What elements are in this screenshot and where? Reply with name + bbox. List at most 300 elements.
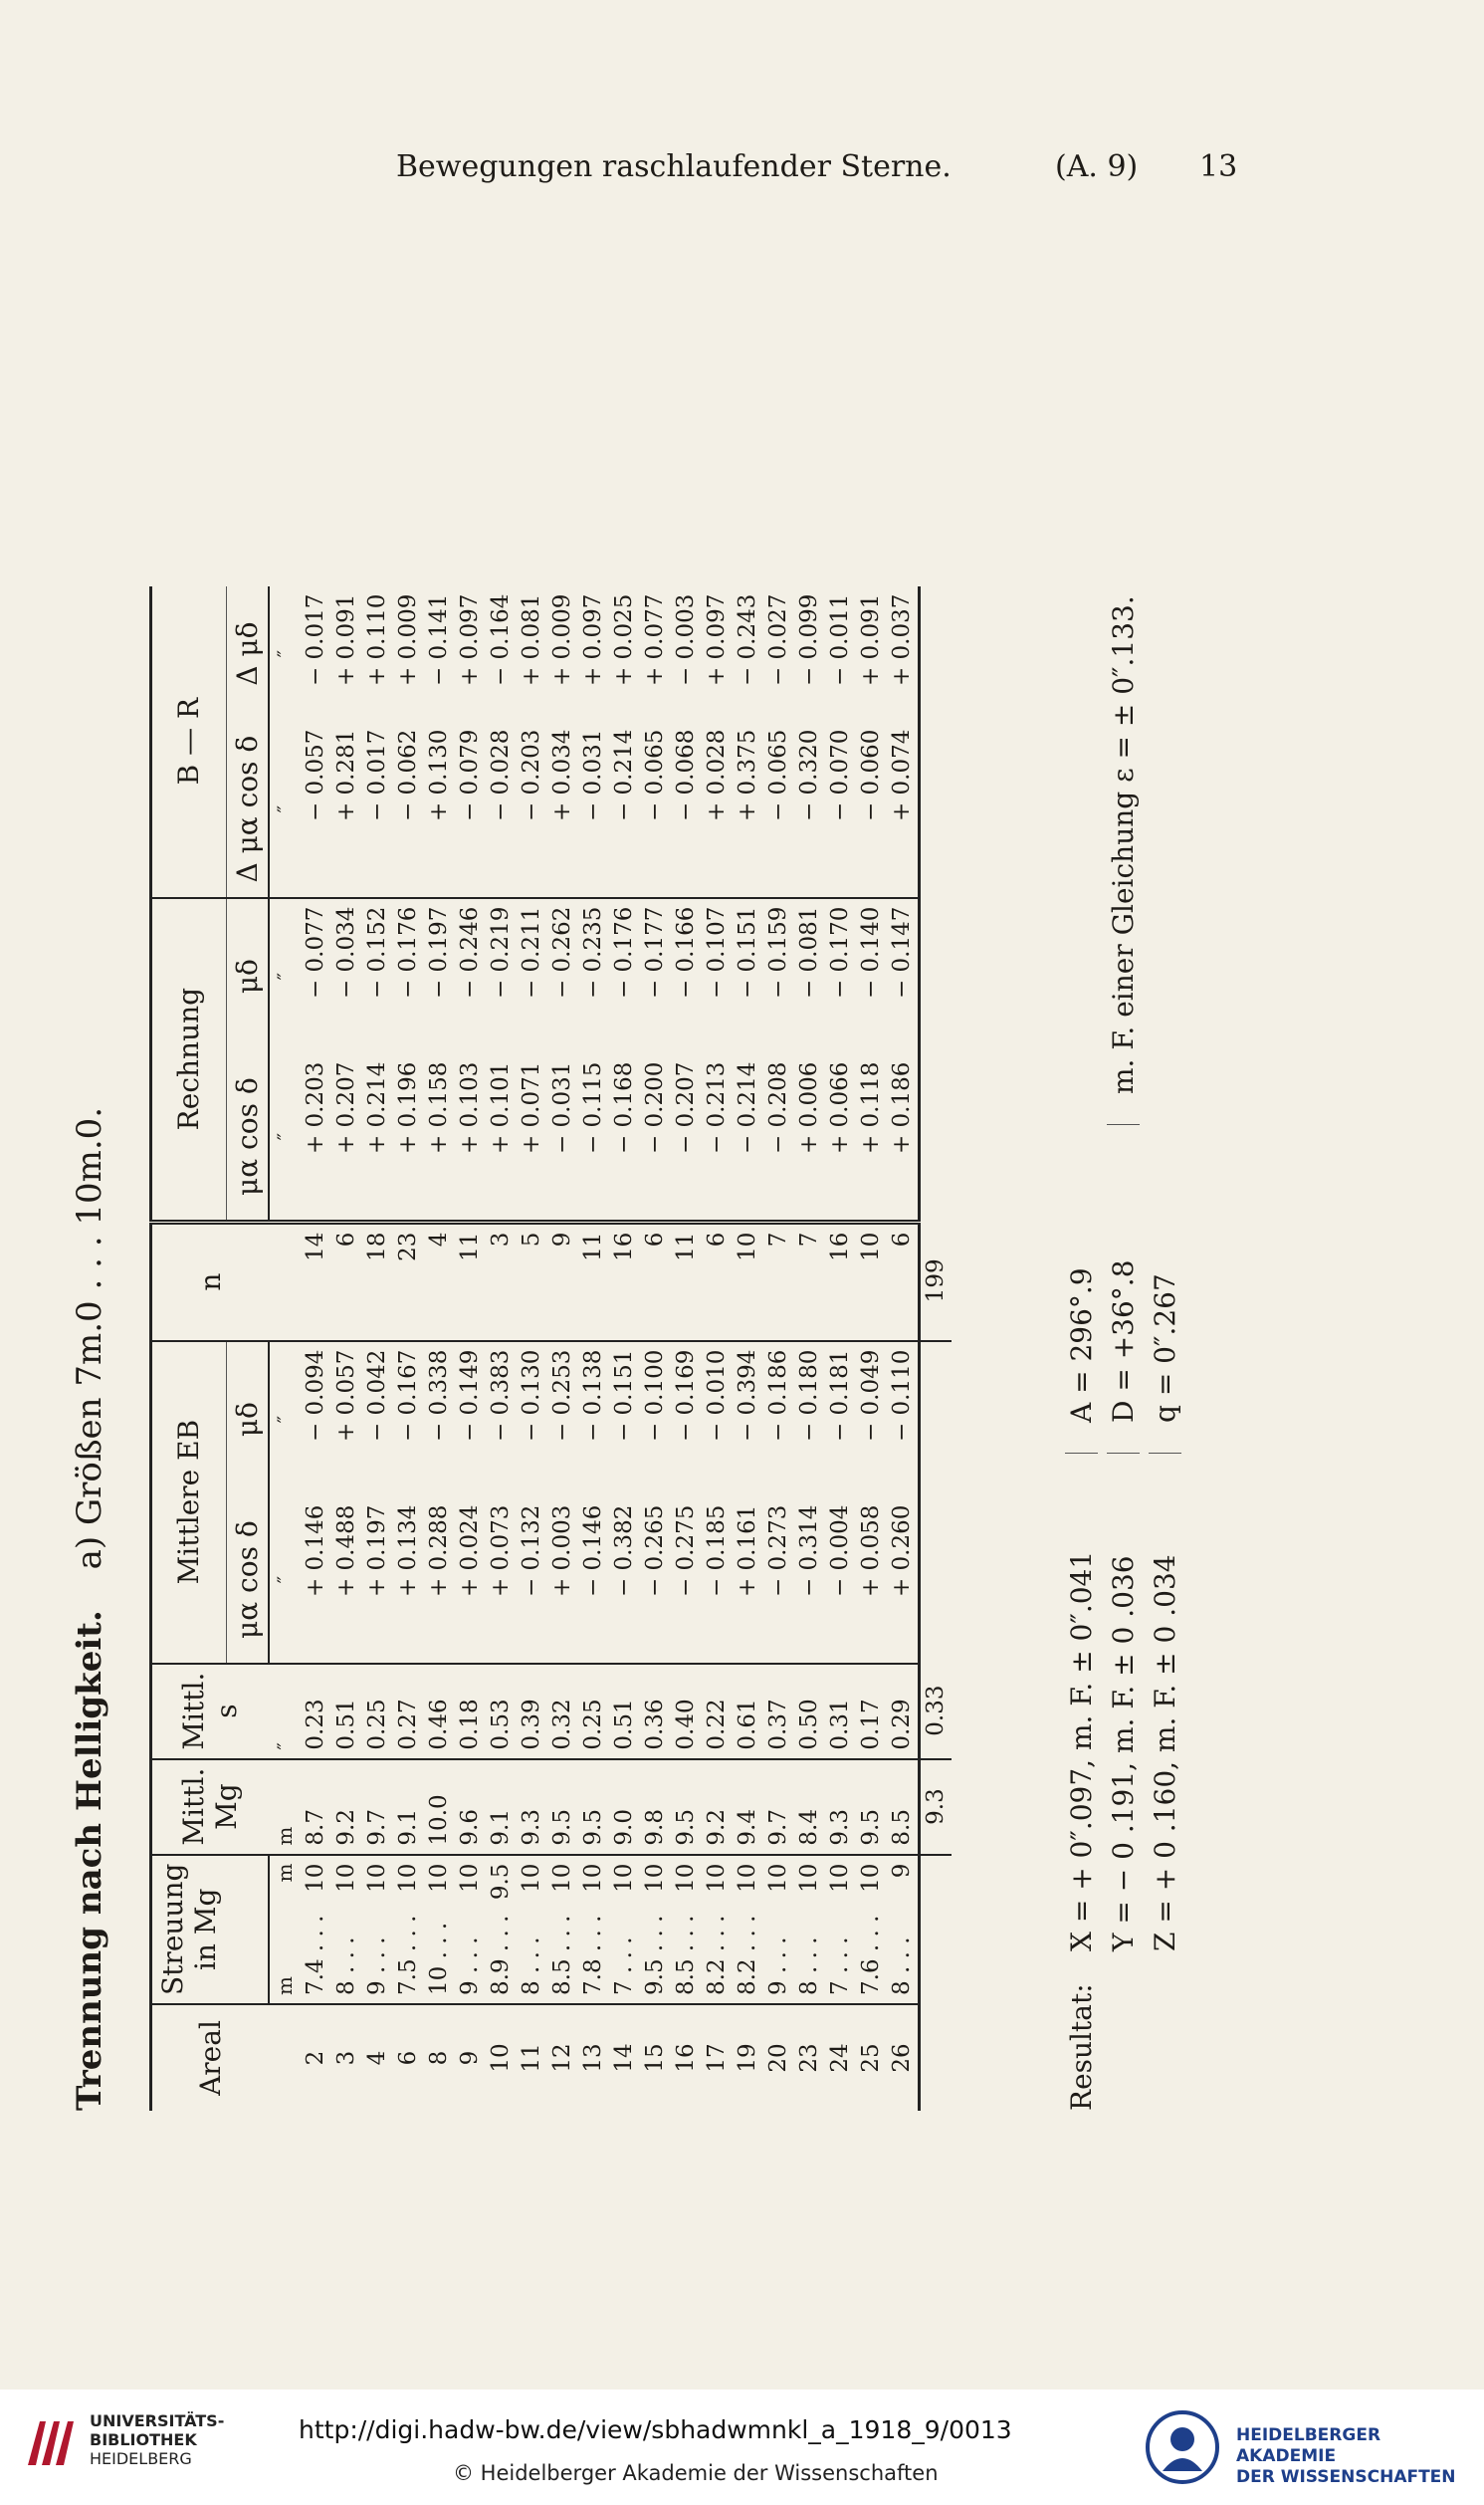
cell-lo: 7.5 . . . (393, 1905, 424, 2004)
cell-n: 14 (301, 1222, 331, 1341)
cell-hi: 10 (426, 1863, 452, 1893)
cell-areal: 14 (611, 2043, 637, 2073)
sum-row (919, 586, 952, 2111)
cell-dmua: + 0.281 (331, 722, 362, 898)
cell-dmua: − 0.214 (609, 722, 640, 898)
cell-n: 10 (856, 1222, 887, 1341)
table-row (455, 586, 486, 2111)
result-eps: m. F. einer Gleichung ε = ± 0″.133. (1107, 595, 1140, 1125)
cell-mua: + 0.073 (486, 1497, 517, 1664)
cell-hi: 10 (796, 1863, 822, 1893)
cell-mud: − 0.149 (457, 1349, 483, 1443)
cell-mua: − 0.146 (578, 1497, 609, 1664)
cell-mud: − 0.338 (426, 1349, 452, 1443)
col-eb-mud: μδ (226, 1341, 269, 1497)
university-library-logo-icon (20, 2413, 80, 2473)
cell-s: 0.18 (455, 1664, 486, 1759)
cell-areal: 16 (673, 2043, 699, 2073)
cell-mud: − 0.180 (796, 1349, 822, 1443)
cell-lo: 7 . . . (825, 1905, 856, 2004)
cell-dmud: + 0.081 (519, 593, 544, 687)
col-mittl-mg (151, 1759, 269, 1855)
cell-rmua: + 0.214 (362, 1054, 393, 1223)
cell-lo: 8.5 . . . (547, 1905, 578, 2004)
cell-mg: 10.0 (424, 1759, 455, 1855)
table-title-subtitle: a) Größen 7m.0 . . . 10m.0. (70, 1106, 109, 1570)
cell-areal: 2 (303, 2050, 328, 2066)
cell-mua: + 0.146 (301, 1497, 331, 1664)
table-row (640, 586, 671, 2111)
col-mittlere-eb: Mittlere EB (151, 1341, 227, 1664)
cell-rmud: − 0.107 (704, 906, 730, 1000)
col-n: n (151, 1222, 269, 1341)
cell-dmud: − 0.003 (673, 593, 699, 687)
cell-n: 18 (362, 1222, 393, 1341)
cell-hi: 10 (580, 1863, 606, 1893)
cell-hi: 10 (642, 1863, 668, 1893)
cell-hi: 10 (673, 1863, 699, 1893)
cell-mg: 9.8 (640, 1759, 671, 1855)
cell-mud: − 0.042 (364, 1349, 390, 1443)
cell-rmud: − 0.147 (887, 898, 920, 1054)
cell-n: 16 (609, 1222, 640, 1341)
cell-mg: 9.4 (733, 1759, 763, 1855)
table-title-bold: Trennung nach Helligkeit. (70, 1610, 109, 2111)
cell-n: 6 (331, 1222, 362, 1341)
unit-cell: ″ (273, 1415, 297, 1424)
cell-hi: 10 (549, 1863, 575, 1893)
university-library-name (90, 2411, 224, 2468)
col-b-r: B — R (151, 586, 227, 898)
cell-s: 0.51 (609, 1664, 640, 1759)
unit-cell: m (269, 1759, 301, 1855)
data-table (149, 586, 952, 2111)
cell-s: 0.37 (763, 1664, 794, 1759)
cell-rmua: − 0.213 (702, 1054, 733, 1223)
table-row (763, 586, 794, 2111)
result-y: Y = − 0 .191, m. F. ± 0 .036 (1107, 1555, 1140, 1951)
cell-n: 11 (671, 1222, 702, 1341)
cell-rmud: − 0.246 (457, 906, 483, 1000)
lib-line-3: HEIDELBERG (90, 2449, 192, 2468)
cell-mg: 9.1 (486, 1759, 517, 1855)
cell-areal: 12 (549, 2043, 575, 2073)
cell-s: 0.22 (702, 1664, 733, 1759)
cell-hi: 9 (887, 1855, 920, 1906)
cell-s: 0.39 (517, 1664, 547, 1759)
unit-cell (269, 2004, 301, 2111)
cell-lo: 8 . . . (794, 1905, 825, 2004)
cell-dmua: − 0.057 (301, 722, 331, 898)
col-rechnung: Rechnung (151, 898, 227, 1223)
cell-dmud: − 0.099 (796, 593, 822, 687)
cell-mud: − 0.167 (395, 1349, 421, 1443)
cell-rmud: − 0.166 (673, 906, 699, 1000)
unit-cell: ″ (269, 1497, 301, 1664)
cell-rmua: + 0.101 (486, 1054, 517, 1223)
table-row (578, 586, 609, 2111)
cell-hi: 10 (827, 1863, 853, 1893)
cell-dmud: + 0.097 (704, 593, 730, 687)
acad-line-1: HEIDELBERGER AKADEMIE (1236, 2425, 1381, 2466)
col-mittl-s (151, 1664, 269, 1759)
unit-cell: m (273, 1863, 297, 1883)
cell-hi: 10 (333, 1863, 359, 1893)
cell-mud: − 0.130 (519, 1349, 544, 1443)
cell-hi: 10 (519, 1863, 544, 1893)
permalink-url[interactable]: http://digi.hadw-bw.de/view/sbhadwmnkl_a_1918_9/0013 (299, 2415, 1012, 2444)
cell-dmud: − 0.017 (303, 593, 328, 687)
cell-areal: 6 (395, 2050, 421, 2066)
acad-line-2: DER WISSENSCHAFTEN (1236, 2467, 1456, 2487)
cell-mg: 9.6 (455, 1759, 486, 1855)
table-row (887, 586, 920, 2111)
cell-dmud: + 0.091 (858, 593, 884, 687)
cell-mg: 9.5 (578, 1759, 609, 1855)
table-row (547, 586, 578, 2111)
cell-mua: − 0.273 (763, 1497, 794, 1664)
result-z: Z = + 0 .160, m. F. ± 0 .034 (1149, 1554, 1181, 1951)
cell-hi: 10 (735, 1863, 760, 1893)
cell-rmua: − 0.207 (671, 1054, 702, 1223)
cell-n: 7 (763, 1222, 794, 1341)
cell-mud: − 0.110 (887, 1341, 920, 1497)
unit-cell: ″ (273, 972, 297, 981)
cell-n: 23 (393, 1222, 424, 1341)
cell-mua: + 0.058 (856, 1497, 887, 1664)
cell-mua: + 0.260 (887, 1497, 920, 1664)
cell-mud: − 0.100 (642, 1349, 668, 1443)
cell-rmua: + 0.196 (393, 1054, 424, 1223)
cell-lo: 7 . . . (609, 1905, 640, 2004)
col-streuung-l2: in Mg (189, 1888, 222, 1971)
result-label: Resultat: (1065, 1983, 1098, 2111)
cell-mud: − 0.138 (580, 1349, 606, 1443)
cell-lo: 8.2 . . . (702, 1905, 733, 2004)
cell-n: 9 (547, 1222, 578, 1341)
cell-s: 0.17 (856, 1664, 887, 1759)
cell-mua: − 0.265 (640, 1497, 671, 1664)
cell-mud: + 0.057 (333, 1349, 359, 1443)
copyright-notice: © Heidelberger Akademie der Wissenschaften (453, 2461, 939, 2485)
cell-lo: 7.6 . . . (856, 1905, 887, 2004)
cell-mud: − 0.253 (549, 1349, 575, 1443)
cell-hi: 10 (395, 1863, 421, 1893)
cell-rmud: − 0.262 (549, 906, 575, 1000)
cell-areal: 23 (796, 2043, 822, 2073)
cell-mua: + 0.134 (393, 1497, 424, 1664)
cell-areal: 15 (642, 2043, 668, 2073)
col-mittl-mg-l2: Mg (210, 1783, 244, 1830)
footer-bar (0, 2390, 1484, 2505)
cell-hi: 10 (457, 1863, 483, 1893)
cell-lo: 8.9 . . . (486, 1905, 517, 2004)
table-row (609, 586, 640, 2111)
cell-lo: 8 . . . (331, 1905, 362, 2004)
result-x: X = + 0″.097, m. F. ± 0″.041 (1065, 1550, 1098, 1951)
cell-dmud: − 0.141 (426, 593, 452, 687)
cell-dmua: − 0.320 (794, 722, 825, 898)
cell-rmua: + 0.118 (856, 1054, 887, 1223)
cell-areal: 13 (580, 2043, 606, 2073)
table-row (794, 586, 825, 2111)
cell-mua: + 0.161 (733, 1497, 763, 1664)
sum-n: 199 (919, 1222, 952, 1341)
cell-mua: − 0.275 (671, 1497, 702, 1664)
cell-lo: 10 . . . (424, 1905, 455, 2004)
cell-lo: 8 . . . (887, 1905, 920, 2004)
running-head-title: Bewegungen raschlaufender Sterne. (396, 149, 952, 184)
cell-mua: + 0.288 (424, 1497, 455, 1664)
cell-s: 0.50 (794, 1664, 825, 1759)
cell-mud: − 0.010 (704, 1349, 730, 1443)
cell-dmud: − 0.243 (735, 593, 760, 687)
cell-dmua: − 0.028 (486, 722, 517, 898)
cell-rmud: − 0.176 (611, 906, 637, 1000)
cell-mg: 9.7 (362, 1759, 393, 1855)
cell-mua: − 0.314 (794, 1497, 825, 1664)
cell-areal: 26 (887, 2004, 920, 2111)
cell-lo: 9 . . . (763, 1905, 794, 2004)
cell-s: 0.61 (733, 1664, 763, 1759)
cell-s: 0.27 (393, 1664, 424, 1759)
table-row (671, 586, 702, 2111)
cell-dmud: − 0.027 (765, 593, 791, 687)
cell-dmua: − 0.203 (517, 722, 547, 898)
result-q: q = 0″.267 (1149, 1273, 1181, 1454)
cell-areal: 20 (765, 2043, 791, 2073)
cell-s: 0.40 (671, 1664, 702, 1759)
cell-n: 6 (887, 1222, 920, 1341)
cell-s: 0.46 (424, 1664, 455, 1759)
cell-mua: − 0.185 (702, 1497, 733, 1664)
cell-n: 7 (794, 1222, 825, 1341)
col-mittl-mg-l1: Mittl. (177, 1767, 211, 1846)
cell-n: 11 (455, 1222, 486, 1341)
cell-mg: 9.1 (393, 1759, 424, 1855)
cell-rmua: − 0.031 (547, 1054, 578, 1223)
sum-empty (919, 898, 952, 1054)
cell-rmua: − 0.200 (640, 1054, 671, 1223)
running-head-section: (A. 9) (1055, 149, 1139, 184)
cell-n: 5 (517, 1222, 547, 1341)
cell-n: 4 (424, 1222, 455, 1341)
cell-lo: 7.4 . . . (301, 1905, 331, 2004)
result-d: D = +36°.8 (1107, 1259, 1140, 1454)
table-row (733, 586, 763, 2111)
cell-mg: 8.7 (301, 1759, 331, 1855)
sum-empty (919, 1054, 952, 1223)
table-row (825, 586, 856, 2111)
cell-lo: 7.8 . . . (578, 1905, 609, 2004)
cell-areal: 3 (333, 2050, 359, 2066)
cell-rmud: − 0.235 (580, 906, 606, 1000)
cell-dmud: + 0.009 (395, 593, 421, 687)
cell-rmud: − 0.081 (796, 906, 822, 1000)
cell-s: 0.31 (825, 1664, 856, 1759)
cell-rmud: − 0.211 (519, 906, 544, 1000)
cell-rmua: − 0.115 (578, 1054, 609, 1223)
cell-dmud: + 0.097 (580, 593, 606, 687)
cell-dmua: + 0.034 (547, 722, 578, 898)
cell-rmua: + 0.186 (887, 1054, 920, 1223)
cell-dmua: − 0.062 (393, 722, 424, 898)
unit-cell: ″ (269, 722, 301, 898)
sum-empty (919, 586, 952, 722)
cell-rmud: − 0.159 (765, 906, 791, 1000)
cell-mua: − 0.132 (517, 1497, 547, 1664)
cell-hi: 10 (303, 1863, 328, 1893)
lib-line-1: UNIVERSITÄTS- (90, 2411, 225, 2430)
cell-dmua: − 0.070 (825, 722, 856, 898)
cell-rmua: + 0.158 (424, 1054, 455, 1223)
table-row (393, 586, 424, 2111)
cell-dmud: + 0.091 (333, 593, 359, 687)
table-row (702, 586, 733, 2111)
cell-areal: 9 (457, 2050, 483, 2066)
cell-s: 0.36 (640, 1664, 671, 1759)
cell-s: 0.25 (578, 1664, 609, 1759)
cell-dmud: − 0.011 (827, 593, 853, 687)
cell-s: 0.53 (486, 1664, 517, 1759)
cell-mud: − 0.186 (765, 1349, 791, 1443)
col-r-mua: μα cos δ (226, 1054, 269, 1223)
cell-mg: 9.2 (702, 1759, 733, 1855)
lib-line-2: BIBLIOTHEK (90, 2430, 197, 2449)
unit-cell: ″ (273, 649, 297, 658)
cell-lo: 9 . . . (362, 1905, 393, 2004)
result-a: A = 296°.9 (1065, 1267, 1098, 1454)
cell-areal: 11 (519, 2043, 544, 2073)
cell-rmua: + 0.006 (794, 1054, 825, 1223)
cell-dmua: − 0.031 (578, 722, 609, 898)
sum-empty (919, 1855, 952, 1906)
cell-mg: 9.0 (609, 1759, 640, 1855)
cell-s: 0.23 (301, 1664, 331, 1759)
cell-dmua: − 0.060 (856, 722, 887, 898)
cell-rmud: − 0.219 (488, 906, 514, 1000)
cell-dmua: + 0.130 (424, 722, 455, 898)
cell-rmua: + 0.071 (517, 1054, 547, 1223)
cell-lo: 8.5 . . . (671, 1905, 702, 2004)
table-title (70, 1107, 109, 2111)
cell-s: 0.29 (887, 1664, 920, 1759)
cell-dmud: + 0.077 (642, 593, 668, 687)
unit-cell: m (269, 1905, 301, 2004)
cell-mud: − 0.151 (611, 1349, 637, 1443)
cell-mua: + 0.003 (547, 1497, 578, 1664)
cell-rmud: − 0.152 (364, 906, 390, 1000)
cell-lo: 8.2 . . . (733, 1905, 763, 2004)
cell-dmua: − 0.079 (455, 722, 486, 898)
cell-mud: − 0.383 (488, 1349, 514, 1443)
cell-dmua: − 0.065 (763, 722, 794, 898)
cell-areal: 8 (426, 2050, 452, 2066)
col-areal: Areal (151, 2004, 269, 2111)
table-body (269, 586, 952, 2111)
cell-n: 6 (640, 1222, 671, 1341)
cell-mg: 9.5 (856, 1759, 887, 1855)
cell-mg: 9.2 (331, 1759, 362, 1855)
cell-n: 6 (702, 1222, 733, 1341)
cell-mua: + 0.197 (362, 1497, 393, 1664)
cell-mud: − 0.094 (303, 1349, 328, 1443)
unit-row (269, 586, 301, 2111)
cell-dmua: − 0.017 (362, 722, 393, 898)
cell-lo: 8 . . . (517, 1905, 547, 2004)
cell-n: 10 (733, 1222, 763, 1341)
cell-rmua: + 0.066 (825, 1054, 856, 1223)
cell-mg: 9.3 (825, 1759, 856, 1855)
cell-mud: − 0.169 (673, 1349, 699, 1443)
sum-s: 0.33 (919, 1664, 952, 1759)
table-row (362, 586, 393, 2111)
cell-mg: 9.7 (763, 1759, 794, 1855)
table-row (331, 586, 362, 2111)
cell-s: 0.25 (362, 1664, 393, 1759)
cell-n: 11 (578, 1222, 609, 1341)
unit-cell: ″ (269, 1664, 301, 1759)
table-row (517, 586, 547, 2111)
cell-rmud: − 0.197 (426, 906, 452, 1000)
cell-rmud: − 0.176 (395, 906, 421, 1000)
cell-mud: − 0.181 (827, 1349, 853, 1443)
cell-hi: 10 (364, 1863, 390, 1893)
cell-hi: 9.5 (488, 1863, 514, 1901)
page-number: 13 (1199, 149, 1238, 184)
cell-rmua: − 0.168 (609, 1054, 640, 1223)
cell-dmud: + 0.097 (457, 593, 483, 687)
cell-mg: 9.5 (547, 1759, 578, 1855)
cell-lo: 9.5 . . . (640, 1905, 671, 2004)
cell-areal: 17 (704, 2043, 730, 2073)
cell-mg: 8.4 (794, 1759, 825, 1855)
cell-rmua: + 0.103 (455, 1054, 486, 1223)
cell-mg: 9.5 (671, 1759, 702, 1855)
cell-dmua: + 0.074 (887, 722, 920, 898)
rotated-table-block (50, 229, 1194, 2111)
cell-mua: + 0.488 (331, 1497, 362, 1664)
cell-hi: 10 (704, 1863, 730, 1893)
table-row (424, 586, 455, 2111)
cell-hi: 10 (858, 1863, 884, 1893)
col-br-mud: Δ μδ (226, 586, 269, 722)
cell-n: 16 (825, 1222, 856, 1341)
academy-seal-icon (1145, 2409, 1220, 2485)
cell-rmua: − 0.208 (763, 1054, 794, 1223)
cell-areal: 4 (364, 2050, 390, 2066)
cell-mg: 9.3 (517, 1759, 547, 1855)
col-streuung (151, 1855, 227, 2004)
cell-s: 0.51 (331, 1664, 362, 1759)
running-head (0, 139, 1484, 199)
cell-mua: + 0.024 (455, 1497, 486, 1664)
table-row (301, 586, 331, 2111)
col-streuung-lo (226, 1905, 269, 2004)
sum-empty (919, 722, 952, 898)
cell-dmud: + 0.110 (364, 593, 390, 687)
cell-rmua: + 0.203 (301, 1054, 331, 1223)
col-streuung-hi (226, 1855, 269, 1906)
table-row (486, 586, 517, 2111)
col-br-mua: Δ μα cos δ (226, 722, 269, 898)
cell-n: 3 (486, 1222, 517, 1341)
cell-rmud: − 0.151 (735, 906, 760, 1000)
sum-empty (919, 2004, 952, 2111)
cell-mua: − 0.004 (825, 1497, 856, 1664)
cell-dmua: + 0.375 (733, 722, 763, 898)
col-streuung-l1: Streuung (156, 1863, 189, 1995)
